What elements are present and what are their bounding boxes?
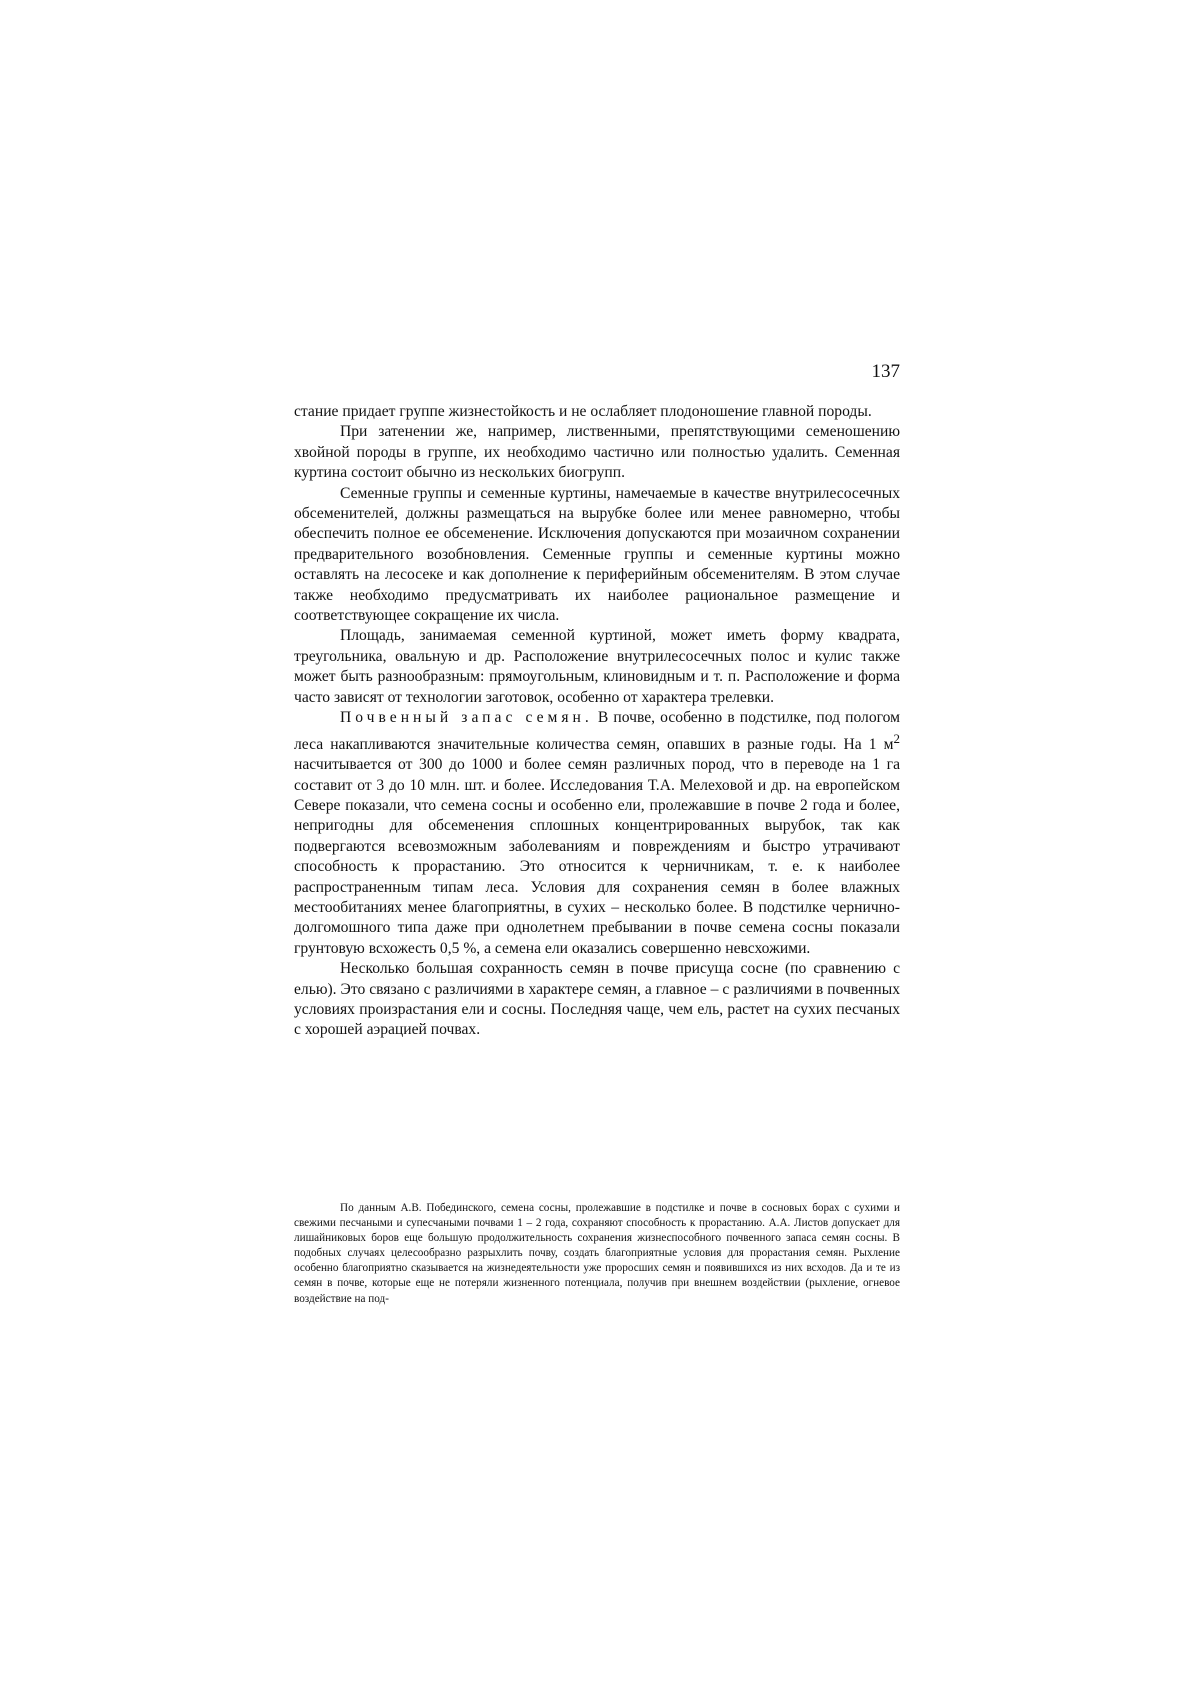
- page-number: 137: [871, 361, 900, 382]
- section-heading: Почвенный запас семян.: [340, 709, 593, 727]
- paragraph-text: В почве, особенно в подстилке, под пологом леса накапливаются значительные количества семян, опавших в разные годы. На 1 м: [294, 709, 900, 753]
- paragraph: Площадь, занимаемая семенной куртиной, может иметь форму квадрата, треугольника, овальную и др. Расположение внутрилесосечных полос и кулис также может быть разнообразным: прямоугольным, клиновидным и т. п. Расположение и форма часто зависят от технологии заготовок, особенно от характера трелевки.: [294, 627, 900, 706]
- paragraph: При затенении же, например, лиственными, препятствующими семеношению хвойной породы в группе, их необходимо частично или полностью удалить. Семенная куртина состоит обычно из нескольких биогрупп.: [294, 423, 900, 482]
- paragraph: Несколько большая сохранность семян в почве присуща сосне (по сравнению с елью). Это связано с различиями в характере семян, а главное – с различиями в почвенных условиях произрастания ели и сосны. Последняя чаще, чем ель, растет на сухих песчаных с хорошей аэрацией почвах.: [294, 960, 900, 1039]
- paragraph: стание придает группе жизнестойкость и не ослабляет плодоношение главной породы.: [294, 403, 872, 420]
- paragraph: Семенные группы и семенные куртины, намечаемые в качестве внутрилесосечных обсеменителей, должны размещаться на вырубке более или менее равномерно, чтобы обеспечить полное ее обсеменение. Исключения допускаются при мозаичном сохранении предварительного возобновления. Семенные группы и семенные куртины можно оставлять на лесосеке и как дополнение к периферийным обсеменителям. В этом случае также необходимо предусматривать их наиболее рациональное размещение и соответствующее сокращение их числа.: [294, 484, 900, 625]
- footnote-text: По данным А.В. Побединского, семена сосны, пролежавшие в подстилке и почве в сосновых борах с сухими и свежими песчаными и супесчаными почвами 1 – 2 года, сохраняют способность к прорастанию. А.А. Листов допускает для лишайниковых боров еще большую продолжительность сохранения жизнеспособного почвенного запаса семян сосны. В подобных случаях целесообразно разрыхлить почву, создать благоприятные условия для прорастания семян. Рыхление особенно благоприятно сказывается на жизнедеятельности уже проросших семян и появившихся из них всходов. Да и те из семян в почве, которые еще не потеряли жизненного потенциала, получив при внешнем воздействии (рыхление, огневое воздействие на под-: [294, 1202, 900, 1305]
- main-text: [294, 402, 900, 1041]
- paragraph: [294, 708, 900, 959]
- footnote: [294, 1201, 900, 1307]
- paragraph-text: насчитывается от 300 до 1000 и более семян различных пород, что в переводе на 1 га составит от 3 до 10 млн. шт. и более. Исследования Т.А. Мелеховой и др. на европейском Севере показали, что семена сосны и особенно ели, пролежавшие в почве 2 года и более, непригодны для обсеменения сплошных концентрированных вырубок, так как подвергаются всевозможным заболеваниям и повреждениям и быстро утрачивают способность к прорастанию. Это относится к черничникам, т. е. к наиболее распространенным типам леса. Условия для сохранения семян в более влажных местообитаниях менее благоприятны, в сухих – несколько более. В подстилке чернично-долгомошного типа даже при однолетнем пребывании в почве семена сосны показали грунтовую всхожесть 0,5 %, а семена ели оказались совершенно невсхожими.: [294, 756, 900, 957]
- superscript: 2: [893, 730, 900, 746]
